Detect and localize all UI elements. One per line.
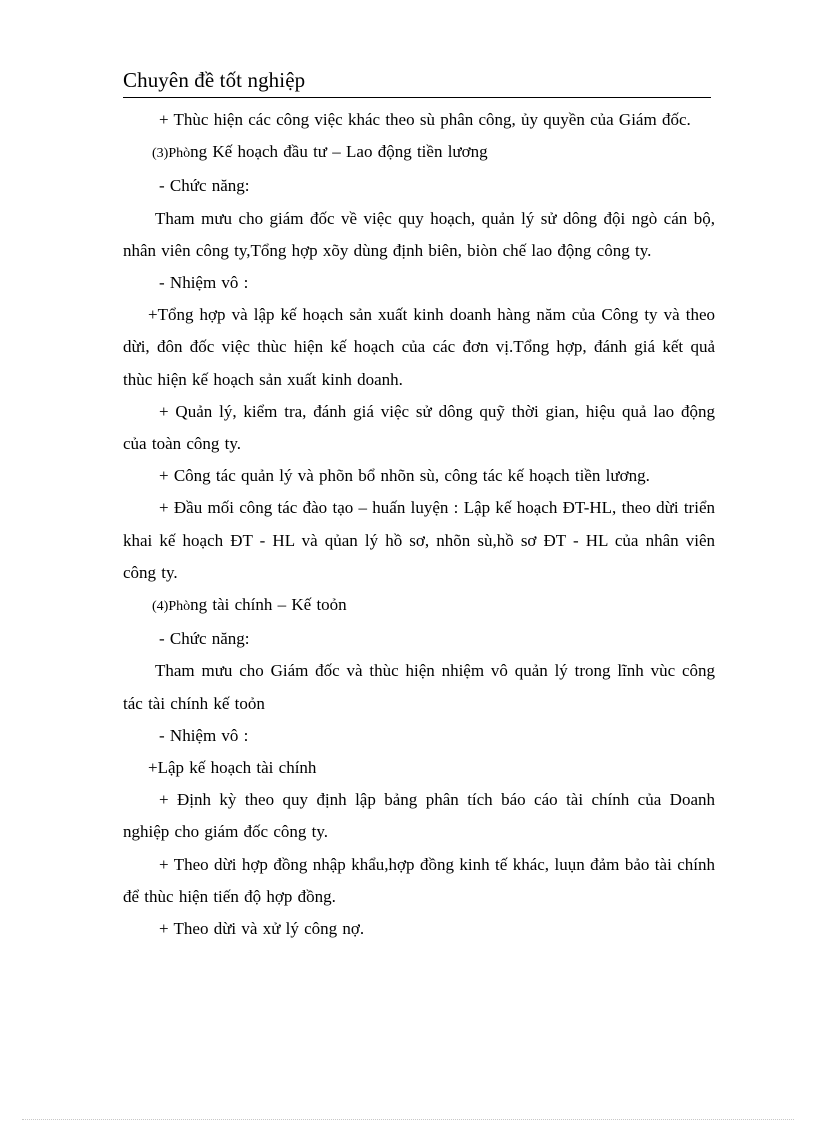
document-body: [123, 104, 715, 945]
section-4-duty-2: + Định kỳ theo quy định lập bảng phân tích báo cáo tài chính của Doanh nghiệp cho giám đốc công ty.: [123, 790, 715, 842]
section-4-heading: [123, 589, 715, 623]
section-3-title: ng Kế hoạch đầu tư – Lao động tiền lương: [190, 142, 488, 162]
page-header-title: Chuyên đề tốt nghiệp: [123, 68, 306, 92]
section-3-duty-4: + Đầu mối công tác đào tạo – huấn luyện : Lập kế hoạch ĐT-HL, theo dừi triển khai kế hoạch ĐT - HL và qủan lý hồ sơ, nhõn sù,hồ sơ ĐT - HL của nhân viên công ty.: [123, 498, 715, 582]
paragraph-other-tasks: + Thùc hiện các công việc khác theo sù phân công, ủy quyền của Giám đốc.: [159, 110, 691, 129]
section-3-duty-2: + Quản lý, kiểm tra, đánh giá việc sử dông quỹ thời gian, hiệu quả lao động của toàn công ty.: [123, 401, 715, 454]
section-4-function-label: - Chức năng:: [159, 629, 250, 649]
section-4-number: (4)Phò: [152, 599, 191, 615]
section-3-heading: [123, 136, 715, 170]
section-3-function-text: Tham mưu cho giám đốc về việc quy hoạch, quản lý sử dông đội ngò cán bộ, nhân viên công ty,Tổng hợp xõy dùng định biên, biòn chế lao động công ty.: [123, 208, 715, 260]
section-3-duty-3: + Công tác quản lý và phõn bổ nhõn sù, công tác kế hoạch tiền lương.: [159, 466, 650, 486]
section-3-duty-1: +Tổng hợp và lập kế hoạch sản xuất kinh doanh hàng năm của Công ty và theo dừi, đôn đốc việc thùc hiện kế hoạch của các đơn vị.Tổng hợp, đánh giá kết quả thùc hiện kế hoạch sản xuất kinh doanh.: [123, 305, 715, 389]
section-4-duty-label: - Nhiệm vô :: [159, 725, 249, 745]
section-4-function-text: Tham mưu cho Giám đốc và thùc hiện nhiệm vô quản lý trong lĩnh vùc công tác tài chính kế toỏn: [123, 661, 715, 713]
section-3-duty-label: - Nhiệm vô :: [159, 273, 249, 293]
section-4-duty-3: + Theo dừi hợp đồng nhập khẩu,hợp đồng kinh tế khác, luụn đảm bảo tài chính để thùc hiện tiến độ hợp đồng.: [123, 854, 715, 906]
section-3-function-label: - Chức năng:: [159, 176, 250, 196]
page-bottom-border: [22, 1119, 794, 1120]
header-divider: [123, 97, 711, 98]
section-4-duty-1: +Lập kế hoạch tài chính: [148, 758, 317, 778]
section-4-title: ng tài chính – Kế toỏn: [190, 595, 347, 615]
section-4-duty-4: + Theo dừi và xử lý công nợ.: [159, 919, 365, 939]
section-3-number: (3)Phò: [152, 146, 191, 162]
